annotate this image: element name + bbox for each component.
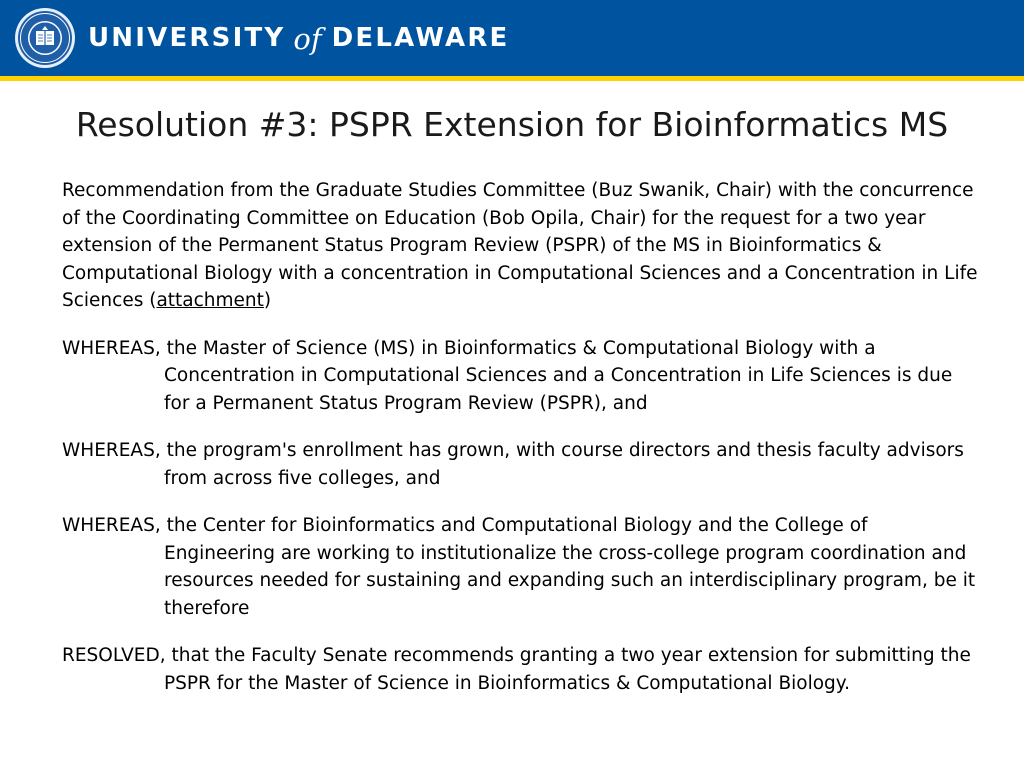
clause-lead: WHEREAS, — [62, 337, 161, 359]
clause-lead: WHEREAS, — [62, 440, 161, 461]
wordmark-university: UNIVERSITY — [88, 23, 286, 53]
university-wordmark — [88, 18, 510, 58]
wordmark-of: of — [293, 22, 322, 56]
clause-lead: WHEREAS, — [62, 515, 161, 536]
clause-text: the program's enrollment has grown, with course directors and thesis faculty advisors from across five colleges, and — [164, 440, 964, 489]
whereas-clause-2 — [62, 437, 982, 492]
wordmark-delaware: DELAWARE — [331, 23, 510, 53]
whereas-clause-1 — [62, 335, 982, 418]
clause-text: the Center for Bioinformatics and Computational Biology and the College of Engineering are working to institutionalize the cross-college program coordination and resources needed for sustaining and expanding such an interdisciplinary program, be it therefore — [164, 515, 976, 619]
attachment-link[interactable]: attachment — [156, 290, 264, 311]
university-seal-icon — [14, 7, 76, 69]
recommendation-close: ) — [263, 290, 272, 311]
clause-text: that the Faculty Senate recommends granting a two year extension for submitting the PSPR for the Master of Science in Bioinformatics & Computational Biology. — [164, 645, 971, 694]
clause-text: the Master of Science (MS) in Bioinformatics & Computational Biology with a Concentration in Computational Sciences and a Concentration in Life Sciences is due for a Permanent Status Program Review (PSPR), and — [164, 337, 953, 414]
recommendation-paragraph — [62, 177, 982, 315]
slide-title: Resolution #3: PSPR Extension for Bioinformatics MS — [75, 105, 949, 144]
recommendation-text: Recommendation from the Graduate Studies Committee (Buz Swanik, Chair) with the concurrence of the Coordinating Committee on Education (Bob Opila, Chair) for the request for a two year extension of the Permanent Status Program Review (PSPR) of the MS in Bioinformatics & Computational Biology with a concentration in Computational Sciences and a Concentration in Life Sciences ( — [62, 180, 978, 311]
clause-lead: RESOLVED, — [62, 645, 166, 666]
resolution-body — [62, 177, 982, 717]
header-gold-rule — [0, 76, 1024, 81]
header-banner — [0, 0, 1024, 76]
whereas-clause-3 — [62, 512, 982, 622]
resolved-clause — [62, 642, 982, 697]
